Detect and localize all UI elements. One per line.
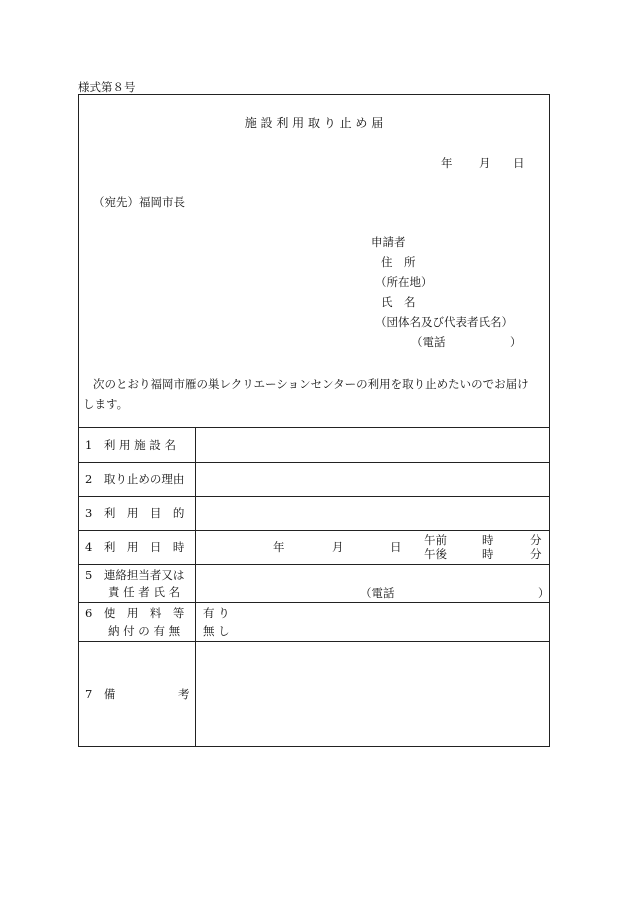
- form-number: 様式第８号: [78, 80, 136, 94]
- row-label-reason: 2 取り止めの理由: [85, 472, 185, 486]
- row-label-remarks: 7 備: [85, 687, 116, 701]
- applicant-name-label: 氏 名: [381, 295, 416, 309]
- date-year: 年: [441, 156, 453, 170]
- column-divider: [195, 427, 196, 747]
- fee-option-no[interactable]: 無 し: [203, 624, 230, 638]
- date-month: 月: [479, 156, 491, 170]
- applicant-phone-label: （電話: [411, 335, 446, 349]
- remarks-input[interactable]: [197, 643, 549, 745]
- statement-line-1: 次のとおり福岡市雁の巣レクリエーションセンターの利用を取り止めたいのでお届け: [93, 377, 529, 391]
- datetime-hour-pm: 時: [482, 547, 494, 561]
- facility-input[interactable]: [197, 428, 549, 461]
- row-label-contact-1: 5 連絡担当者又は: [85, 568, 185, 582]
- row-label-fee-1: 6 使 用 料 等: [85, 606, 185, 620]
- row-label-datetime: 4 利 用 日 時: [85, 540, 185, 554]
- datetime-hour-am: 時: [482, 533, 494, 547]
- applicant-location-label: （所在地）: [375, 275, 433, 289]
- statement-line-2: します。: [83, 397, 129, 411]
- row-divider: [79, 641, 549, 642]
- addressee: （宛先）福岡市長: [93, 195, 185, 209]
- contact-phone-close: ）: [538, 586, 550, 600]
- datetime-am[interactable]: 午前: [424, 533, 447, 547]
- cancellation-form: [78, 94, 550, 747]
- datetime-minute-am: 分: [530, 533, 542, 547]
- applicant-address-label: 住 所: [381, 255, 416, 269]
- applicant-heading: 申請者: [371, 235, 406, 249]
- reason-input[interactable]: [197, 463, 549, 495]
- datetime-day: 日: [390, 540, 402, 554]
- datetime-pm[interactable]: 午後: [424, 547, 447, 561]
- contact-phone-label: （電話: [360, 586, 395, 600]
- row-label-remarks-end: 考: [178, 687, 190, 701]
- row-label-facility: 1 利 用 施 設 名: [85, 438, 176, 452]
- row-label-purpose: 3 利 用 目 的: [85, 506, 185, 520]
- row-divider: [79, 602, 549, 603]
- purpose-input[interactable]: [197, 497, 549, 529]
- form-title: 施 設 利 用 取 り 止 め 届: [244, 116, 384, 130]
- row-label-fee-2: 納 付 の 有 無: [85, 624, 181, 638]
- row-label-contact-2: 責 任 者 氏 名: [85, 585, 181, 599]
- date-day: 日: [513, 156, 525, 170]
- applicant-phone-close: ）: [510, 335, 522, 349]
- datetime-month: 月: [332, 540, 344, 554]
- fee-option-yes[interactable]: 有 り: [203, 606, 230, 620]
- datetime-minute-pm: 分: [530, 547, 542, 561]
- datetime-year: 年: [273, 540, 285, 554]
- row-divider: [79, 530, 549, 531]
- applicant-group-label: （団体名及び代表者氏名）: [375, 315, 513, 329]
